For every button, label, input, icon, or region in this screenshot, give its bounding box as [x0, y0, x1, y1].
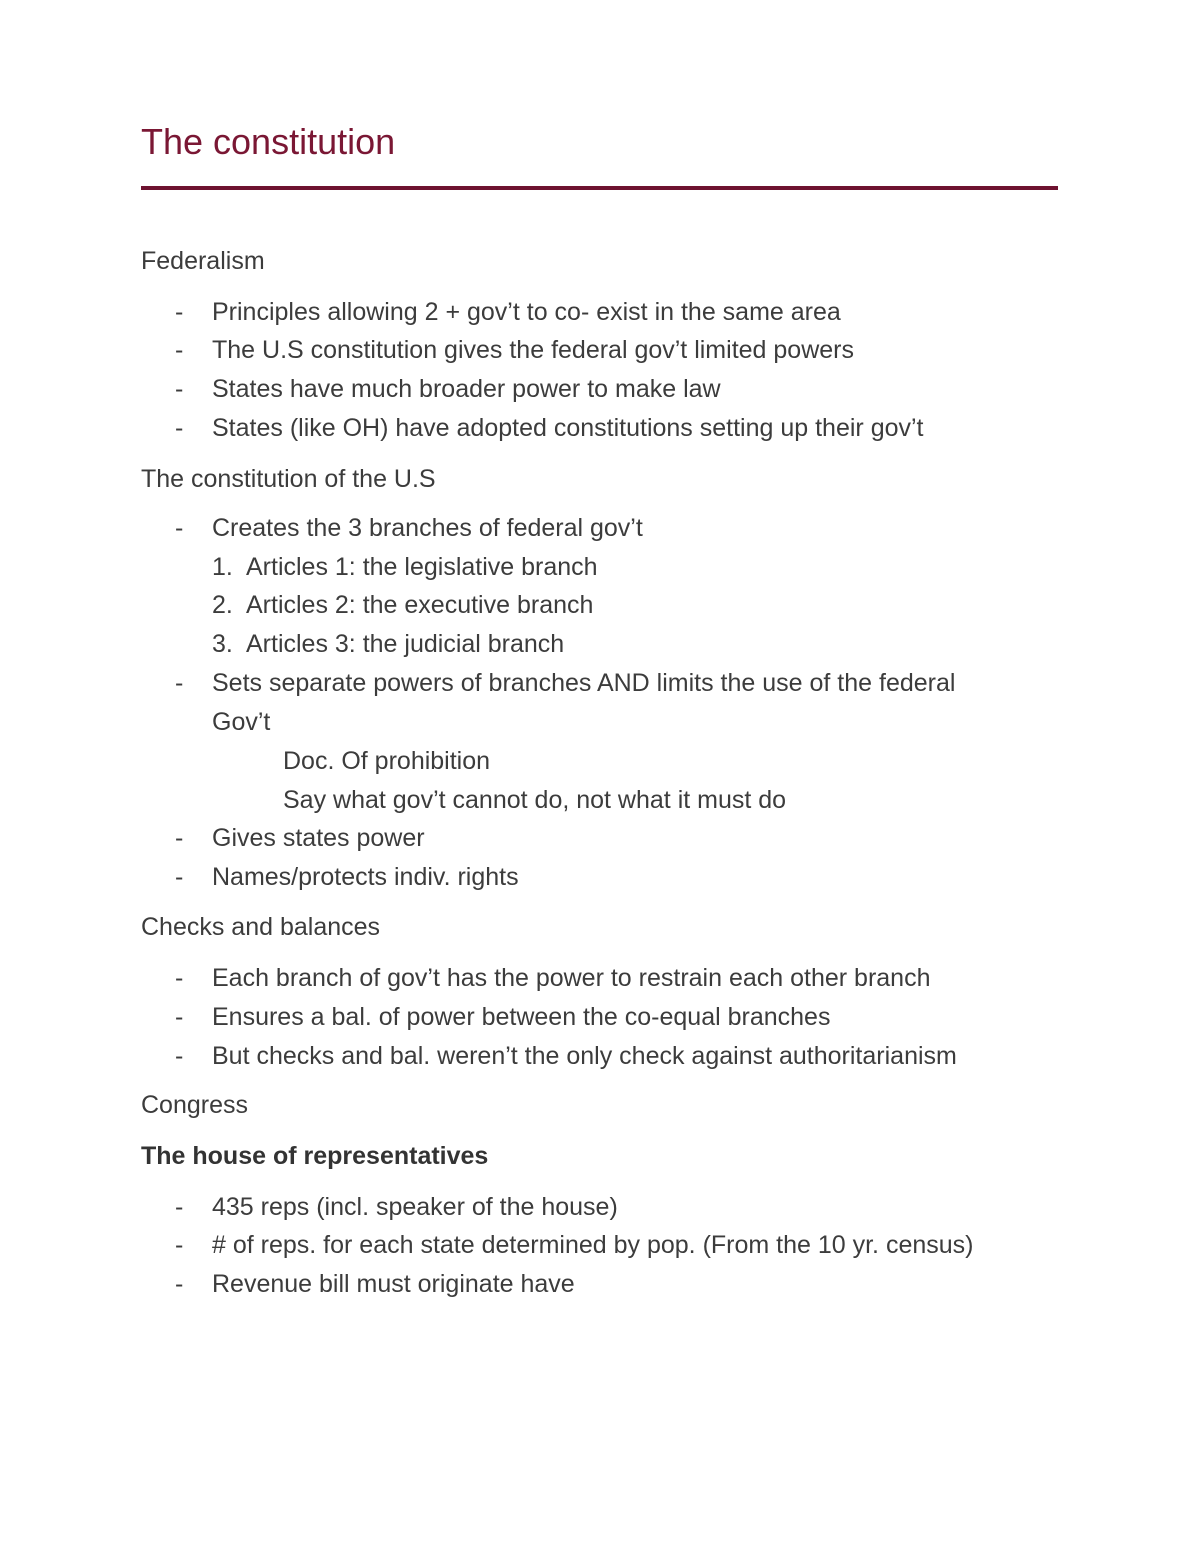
bullet-item: Principles allowing 2 + gov’t to co- exist in the same area	[212, 298, 841, 326]
bullet-marker: -	[175, 1193, 184, 1221]
numbered-item: Articles 1: the legislative branch	[246, 553, 598, 581]
bullet-marker: -	[175, 964, 184, 992]
bullet-marker: -	[175, 298, 184, 326]
document-title: The constitution	[141, 121, 396, 162]
bullet-item-continuation: Gov’t	[212, 708, 271, 736]
sub-note: Doc. Of prohibition	[283, 747, 491, 775]
bullet-item: Names/protects indiv. rights	[212, 863, 519, 891]
numbered-marker: 2.	[212, 591, 233, 619]
bullet-marker: -	[175, 863, 184, 891]
bullet-marker: -	[175, 1231, 184, 1259]
bullet-marker: -	[175, 375, 184, 403]
numbered-item: Articles 3: the judicial branch	[246, 630, 565, 658]
bullet-item: Gives states power	[212, 824, 425, 852]
bullet-marker: -	[175, 414, 184, 442]
bullet-marker: -	[175, 336, 184, 364]
bullet-marker: -	[175, 514, 184, 542]
bullet-item: 435 reps (incl. speaker of the house)	[212, 1193, 618, 1221]
bullet-item: Each branch of gov’t has the power to restrain each other branch	[212, 964, 931, 992]
bullet-marker: -	[175, 1003, 184, 1031]
bullet-item: The U.S constitution gives the federal gov’t limited powers	[212, 336, 854, 364]
bullet-item: States (like OH) have adopted constitutions setting up their gov’t	[212, 414, 924, 442]
section-heading-constitution-us: The constitution of the U.S	[141, 465, 436, 493]
numbered-item: Articles 2: the executive branch	[246, 591, 594, 619]
bullet-item: But checks and bal. weren’t the only check against authoritarianism	[212, 1042, 957, 1070]
section-heading-federalism: Federalism	[141, 247, 265, 275]
bullet-marker: -	[175, 669, 184, 697]
bullet-item: Revenue bill must originate have	[212, 1270, 575, 1298]
sub-note: Say what gov’t cannot do, not what it must do	[283, 786, 787, 814]
bullet-marker: -	[175, 1270, 184, 1298]
section-heading-house: The house of representatives	[141, 1142, 489, 1170]
bullet-item: Creates the 3 branches of federal gov’t	[212, 514, 643, 542]
numbered-marker: 3.	[212, 630, 233, 658]
bullet-marker: -	[175, 824, 184, 852]
title-underline	[141, 186, 1058, 190]
section-heading-checks: Checks and balances	[141, 913, 381, 941]
numbered-marker: 1.	[212, 553, 233, 581]
bullet-marker: -	[175, 1042, 184, 1070]
bullet-item: Ensures a bal. of power between the co-equal branches	[212, 1003, 831, 1031]
bullet-item: Sets separate powers of branches AND limits the use of the federal	[212, 669, 956, 697]
section-heading-congress: Congress	[141, 1091, 248, 1119]
bullet-item: # of reps. for each state determined by pop. (From the 10 yr. census)	[212, 1231, 974, 1259]
bullet-item: States have much broader power to make law	[212, 375, 721, 403]
